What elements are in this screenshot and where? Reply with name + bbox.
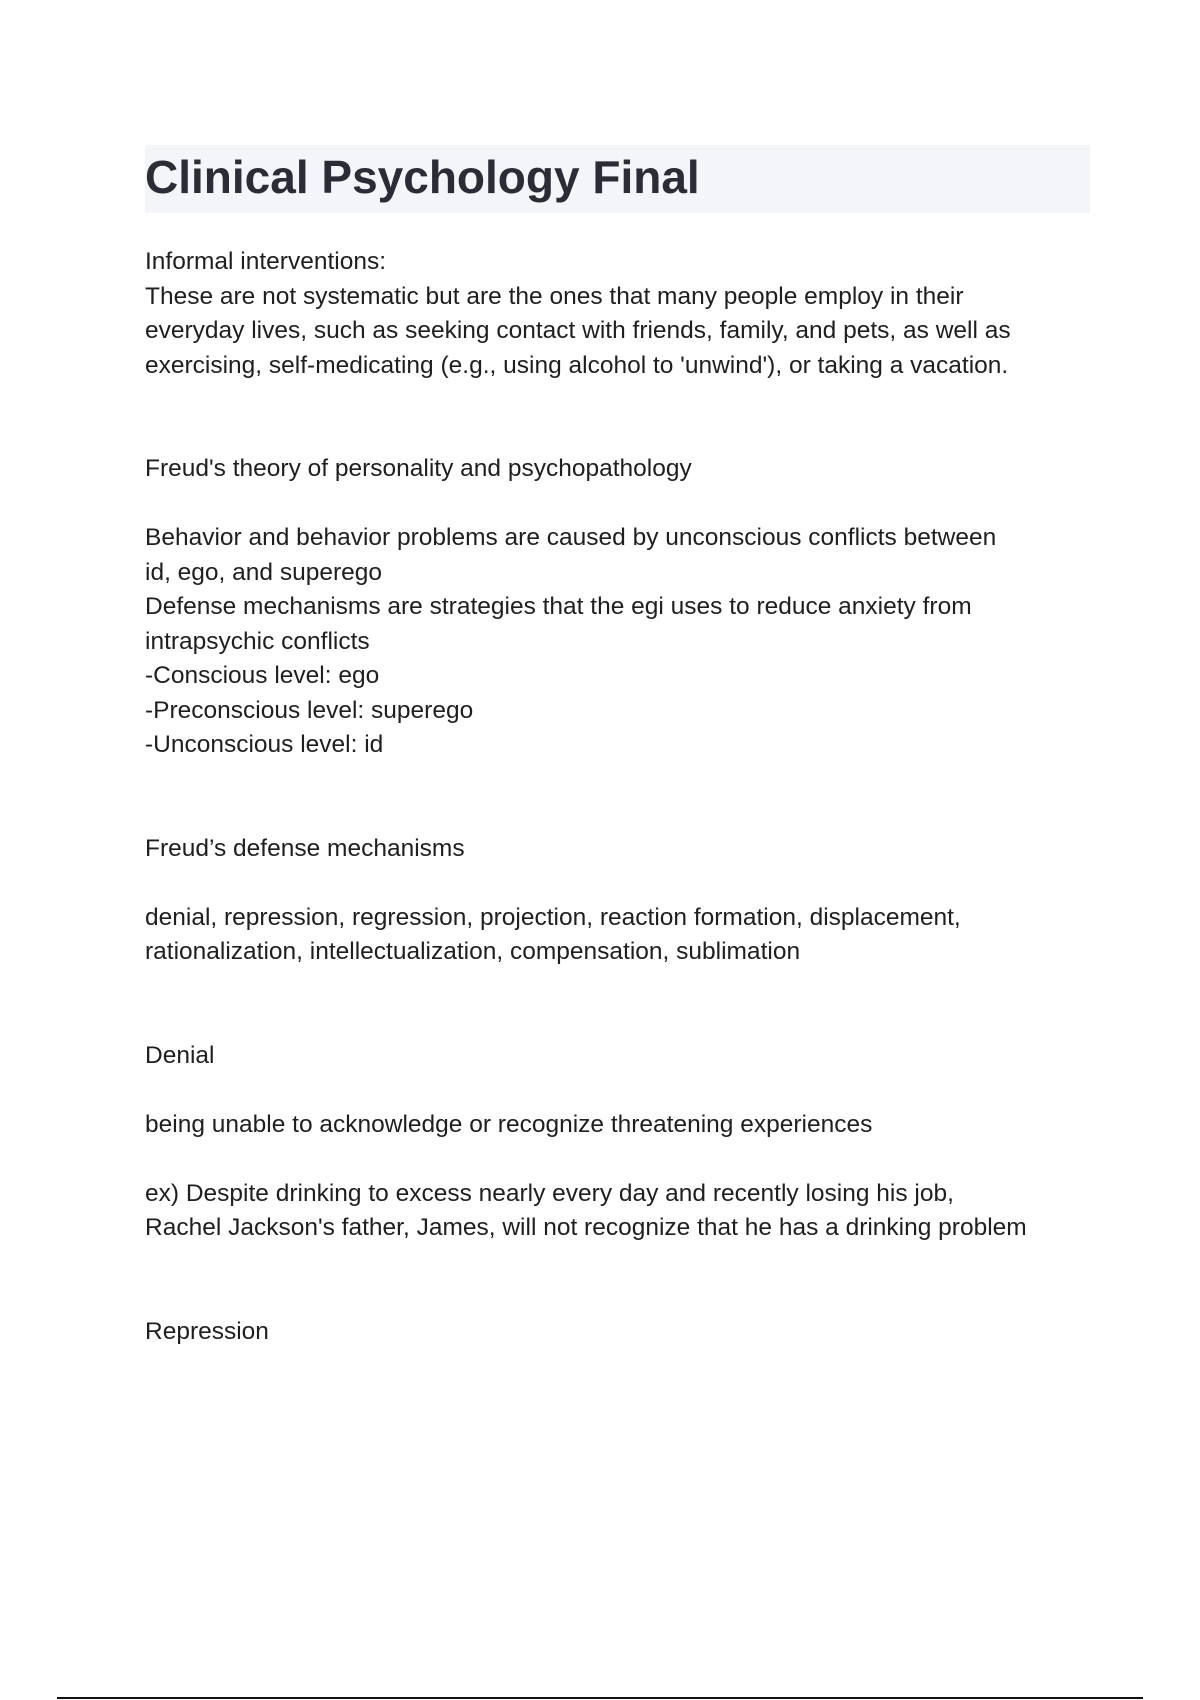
title-banner (145, 145, 1090, 213)
card-freud-theory (145, 452, 1100, 763)
spacer (145, 1246, 1100, 1315)
card-definition-line: rationalization, intellectualization, compensation, sublimation (145, 938, 801, 965)
card-term: Informal interventions: (145, 248, 387, 275)
spacer (145, 970, 1100, 1039)
card-term: Freud’s defense mechanisms (145, 834, 465, 862)
card-informal-interventions (145, 245, 1100, 383)
card-definition-line: Behavior and behavior problems are caused by unconscious conflicts between (145, 524, 997, 551)
card-denial (145, 1039, 1100, 1246)
spacer (145, 763, 1100, 832)
card-definition-line: intrapsychic conflicts (145, 627, 370, 655)
card-repression (145, 1315, 1100, 1350)
card-definition-line: -Preconscious level: superego (145, 696, 474, 724)
flashcard-content (145, 245, 1100, 1349)
card-term: Freud's theory of personality and psychopathology (145, 455, 692, 482)
spacer (145, 1142, 1100, 1177)
card-definition-line: exercising, self-medicating (e.g., using alcohol to 'unwind'), or taking a vacation. (145, 351, 1009, 379)
card-example-line: Rachel Jackson's father, James, will not recognize that he has a drinking problem (145, 1214, 1027, 1241)
card-definition-line: Defense mechanisms are strategies that the egi uses to reduce anxiety from (145, 593, 972, 620)
card-definition-line: being unable to acknowledge or recognize threatening experiences (145, 1110, 873, 1138)
document-title: Clinical Psychology Final (145, 151, 700, 203)
card-example-line: ex) Despite drinking to excess nearly every day and recently losing his job, (145, 1179, 954, 1207)
card-definition-line: These are not systematic but are the ones that many people employ in their (145, 282, 964, 310)
card-definition-line: everyday lives, such as seeking contact with friends, family, and pets, as well as (145, 317, 1011, 344)
spacer (145, 383, 1100, 452)
card-term: Denial (145, 1041, 215, 1069)
spacer (145, 487, 1100, 522)
card-definition-line: -Unconscious level: id (145, 731, 384, 758)
card-term: Repression (145, 1317, 269, 1345)
card-definition-line: id, ego, and superego (145, 558, 383, 586)
card-defense-mechanisms (145, 832, 1100, 970)
card-definition-line: -Conscious level: ego (145, 662, 380, 689)
card-definition-line: denial, repression, regression, projection, reaction formation, displacement, (145, 903, 961, 931)
footer-divider (57, 1697, 1143, 1699)
spacer (145, 1073, 1100, 1108)
spacer (145, 866, 1100, 901)
